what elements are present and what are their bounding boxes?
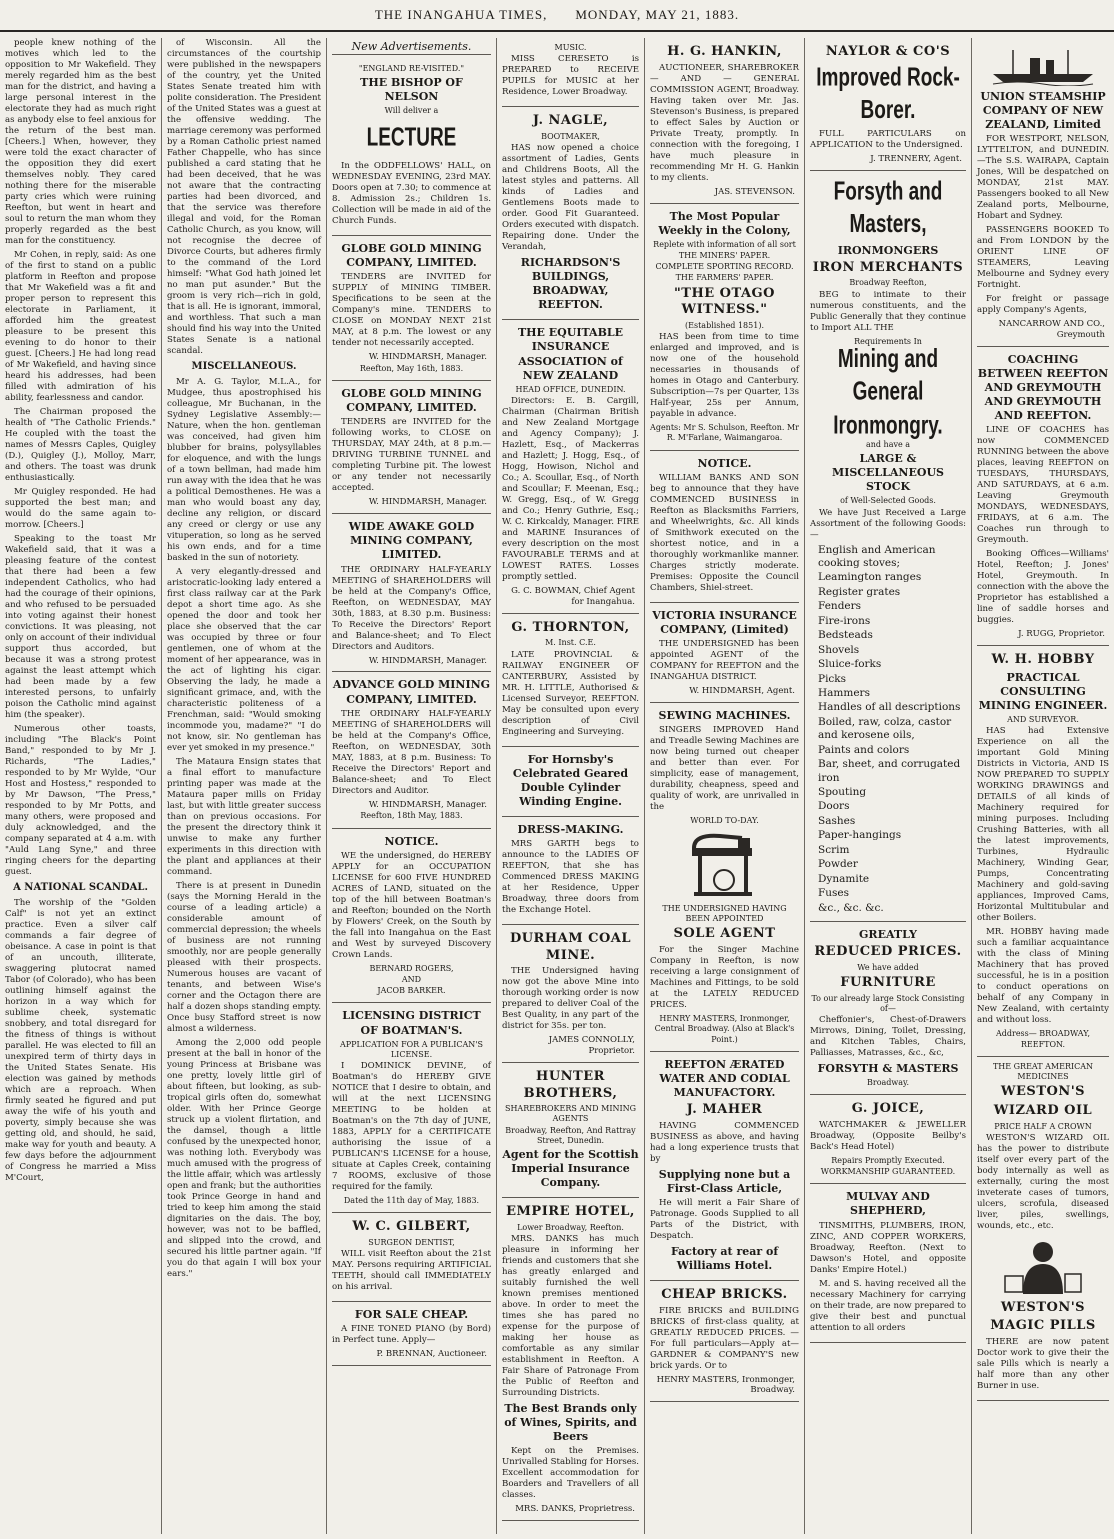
ad-signature: J. TRENNERY, Agent.: [870, 154, 962, 165]
ad-date: Reefton, May 16th, 1883.: [359, 364, 464, 374]
article-paragraph: Mr Cohen, in reply, said: As one of the first to stand on a public platform in Reefton and propose that Mr Wakefield was a fit and proper person to represent this electorate in Parliament, it afforded him the greatest pleasure to be present this evening to do honor to their guest. [Cheers.] He had long read of Mr Wakefield, and having since heard his addresses, had been filled with admiration of his ability, fearlessness and candor.: [5, 250, 156, 403]
goods-item: Fire-irons: [818, 614, 871, 627]
ad-union-steamship: [977, 38, 1109, 347]
ad-body: WILL visit Reefton about the 21st MAY. Persons requiring ARTIFICIAL TEETH, should call IMMEDIATELY on his arrival.: [332, 1249, 491, 1293]
ad-body: PASSENGERS BOOKED To and From LONDON by the ORIENT LINE OF STEAMERS, Leaving Melbourne and Sydney every Fortnight.: [977, 225, 1109, 291]
ad-subtitle: AND SURVEYOR.: [1007, 715, 1079, 725]
goods-item: Sluice-forks: [818, 658, 882, 671]
ad-agent: Agent for the Scottish Imperial Insurance Company.: [502, 1148, 639, 1190]
ad-body: He will merit a Fair Share of Patronage. Goods Supplied to all Parts of the District, with Despatch.: [650, 1197, 799, 1241]
goods-item: Register grates: [818, 585, 901, 598]
ad-publicans-license: [332, 1003, 491, 1213]
article-paragraph: A very elegantly-dressed and aristocratic-looking lady entered a first class railway car at the Park depot a short time ago. As she opened the door and took her place she observed that the car was occupied by three or four gentlemen, one of whom at the moment of her appearance, was in the act of lighting his cigar. Observing the lady, he made a significant grimace, and, with the characteristic politeness of a Frenchman, said: "Would smoking incommode you, madame?" "I do not know, sir. No gentleman has ever yet smoked in my presence.": [167, 566, 321, 753]
ad-line: Repairs Promptly Executed.: [831, 1155, 945, 1165]
ad-signature: W. HINDMARSH, Agent.: [689, 685, 795, 696]
ad-signature: JAMES CONNOLLY, Proprietor.: [548, 1035, 635, 1057]
ad-joice: [810, 1095, 966, 1184]
ad-body: FOR WESTPORT, NELSON, LYTTELTON, and DUNEDIN.—The S.S. WAIRAPA, Captain Jones, Will be despatched on MONDAY, 21st MAY. Passengers booked to all New Zealand ports, Melbourne, Hobart and Sydney.: [977, 134, 1109, 222]
ad-title: CHEAP BRICKS.: [661, 1286, 788, 1302]
ad-title: WIDE AWAKE GOLD MINING COMPANY, LIMITED.: [348, 520, 475, 562]
ad-headline: WIZARD OIL: [993, 1102, 1093, 1118]
ad-title: DRESS-MAKING.: [517, 822, 624, 836]
ad-body: BEG to intimate to their numerous constituents, and the Public Generally that they continue to Import ALL THE: [810, 289, 966, 333]
ad-body: HAS now opened a choice assortment of Ladies, Gents and Childrens Boots, All the latest styles and patterns. All kinds of Ladies and Gentlemens Boots made to order. Good Fit Guaranteed. Orders executed with dispatch. Repairing done. Under the Verandah,: [502, 143, 639, 253]
ad-victoria-insurance: [650, 603, 799, 703]
ad-headline: WESTON'S: [1000, 1299, 1086, 1315]
ad-title: G. THORNTON,: [511, 619, 630, 635]
ad-globe-timber: [332, 236, 491, 381]
new-advertisements-heading: New Advertisements.: [332, 40, 491, 55]
column-6: [805, 38, 972, 1534]
ad-body: Booking Offices—Williams' Hotel, Reefton; J. Jones' Hotel, Greymouth. In connection with the above the Proprietor has established a line of saddle horses and buggies.: [977, 549, 1109, 626]
ad-body: TENDERS are INVITED for SUPPLY of MINING TIMBER. Specifications to be seen at the Company's mine. TENDERS to CLOSE on MONDAY NEXT 21st MAY, at 8 p.m. The lowest or any tender not necessarily accepted.: [332, 272, 491, 349]
ad-subtitle: Broadway Reefton,: [849, 278, 927, 288]
goods-item: English and American cooking stoves;: [818, 543, 936, 569]
ad-title: DURHAM COAL MINE.: [509, 930, 632, 963]
column-1: [0, 38, 162, 1534]
ad-westons-medicines: [977, 1057, 1109, 1401]
ad-body: LATE PROVINCIAL & RAILWAY ENGINEER OF CANTERBURY, Assisted by MR. H. LITTLE, Authorised & Licensed Surveyor, REEFTON. May be consulted upon every description of Civil Engineering and Surveying.: [502, 649, 639, 737]
ad-body: Cheffonier's, Chest-of-Drawers Mirrows, Dining, Toilet, Dressing, and Kitchen Tables, Chairs, Palliasses, Matrasses, &c., &c,: [810, 1014, 966, 1058]
ad-line: We have added: [857, 962, 919, 972]
ad-hunter-brothers: [502, 1063, 639, 1198]
ad-body: TENDERS are INVITED for the following works, to CLOSE on THURSDAY, MAY 24th, at 8 p.m.—DRIVING TURBINE TUNNEL and completing Turbine pit. The lowest or any tender not necessarily accepted.: [332, 417, 491, 494]
ad-lecture: [332, 59, 491, 236]
ad-title: For Hornsby's Celebrated Geared Double Cylinder Winding Engine.: [512, 752, 629, 808]
ad-body: THE ORDINARY HALF-YEARLY MEETING of SHAREHOLDERS will be held at the Company's Office, Reefton, on WEDNESDAY, 30th MAY, 1883, at 8 p.m. Business: To Receive the Directors' Report and Balance-sheet; and To Elect Directors and Auditor.: [332, 708, 491, 796]
ad-title: G. JOICE,: [851, 1101, 925, 1117]
ad-signature: G. C. BOWMAN, Chief Agent for Inangahua.: [511, 585, 635, 607]
ad-cheap-bricks: [650, 1281, 799, 1402]
ad-hornsby: [502, 747, 639, 817]
ad-title: "ENGLAND RE-VISITED.": [358, 64, 465, 74]
ad-body: WESTON'S WIZARD OIL has the power to distribute itself over every part of the body internally as well as externally, curing the most inveterate cases of tumors, ulcers, scrofula, diseased liver, piles, swellings, wounds, etc., etc.: [977, 1132, 1109, 1231]
ad-mulvay-shepherd: [810, 1184, 966, 1342]
ad-line: (Established 1851).: [685, 320, 764, 330]
ad-signature: HENRY MASTERS, Ironmonger, Central Broadway. (Also at Black's Point.): [654, 1014, 795, 1044]
ad-title: COACHING BETWEEN REEFTON AND GREYMOUTH AND GREYMOUTH AND REEFTON.: [977, 352, 1109, 423]
ad-signature: JACOB BARKER.: [377, 986, 446, 996]
ad-title: MUSIC.: [554, 43, 587, 52]
ad-address: Address— BROADWAY, REEFTON.: [995, 1029, 1091, 1049]
ad-signature: W. HINDMARSH, Manager.: [368, 497, 487, 508]
ad-title: THE EQUITABLE INSURANCE ASSOCIATION of NEW ZEALAND: [517, 326, 624, 382]
ad-subtitle: PRACTICAL CONSULTING MINING ENGINEER.: [978, 670, 1108, 713]
ad-otago-witness: [650, 204, 799, 451]
ad-body: For freight or passage apply Company's Agents,: [977, 294, 1109, 316]
ad-title: MULVAY AND SHEPHERD,: [846, 1190, 930, 1218]
ad-reduced-prices: [810, 922, 966, 1095]
goods-item: &c., &c. &c.: [818, 901, 884, 914]
ad-subtitle: HEAD OFFICE, DUNEDIN.: [515, 384, 626, 394]
ad-body: MISS CERESETO is PREPARED to RECEIVE PUPILS for MUSIC at her Residence, Lower Broadway.: [502, 54, 639, 98]
ad-signature: W. HINDMARSH, Manager.: [368, 655, 487, 666]
columns: [0, 38, 1114, 1534]
ad-line: WORKMANSHIP GUARANTEED.: [820, 1167, 956, 1177]
ad-line: THE FARMERS' PAPER.: [675, 273, 774, 283]
ad-body: HAVING COMMENCED BUSINESS as above, and having had a long experience trusts that by: [650, 1120, 799, 1164]
ad-forsyth-masters: [810, 171, 966, 922]
goods-item: Spouting: [818, 786, 867, 798]
ad-title: UNION STEAMSHIP COMPANY OF NEW ZEALAND, Limited: [980, 90, 1106, 132]
article-paragraph: of Wisconsin. All the circumstances of the courtship were published in the newspapers of the country, yet the United States Senate treated him with polite consideration. The President of the United States was a guest at the offensive wedding. The marriage ceremony was performed by a Roman Catholic priest named Father Chappelle, who has since published a card stating that he had been deceived, that he was not aware that the contracting parties had been divorced, and that the service was therefore illegal and void, for the Roman Catholic Church, as you know, will not recognise the decree of Divorce Courts, but adheres firmly to the command of the Lord himself: "What God hath joined let no man put asunder." But the groom is very rich—rich in gold, that is all. He is ignorant, immoral, and worthless. That such a man should find his way into the United States Senate is a national scandal.: [167, 38, 321, 356]
goods-item: Paints and colors: [818, 743, 910, 756]
ad-body: HAS been from time to time enlarged and improved, and is now one of the household necessaries in thousands of homes in Otago and Canterbury. Subscription—7s per Quarter, 13s Half-year, 25s per Annum, payable in advance.: [650, 332, 799, 420]
ad-body: In the ODDFELLOWS' HALL, on WEDNESDAY EVENING, 23rd MAY. Doors open at 7.30; to commence at 8. Admission 2s.; Children 1s. Collection will be made in aid of the Church Funds.: [332, 161, 491, 227]
ad-signature: J. RUGG, Proprietor.: [1018, 629, 1105, 640]
column-3: [327, 38, 497, 1534]
article-paragraph: Numerous other toasts, including "The Black's Point Band," responded to by Mr J. Richards, "The Ladies," responded to by Mr Wylde, "Our Host and Hostess," responded to by Mr Dawson, "The Press," responded to by Mr Potts, and many others, were proposed and duly acknowledged, and the company separated at 4 a.m. with "Auld Lang Syne," and three ringing cheers for the departing guest.: [5, 724, 156, 877]
ad-body: TINSMITHS, PLUMBERS, IRON, ZINC, AND COPPER WORKERS, Broadway, Reefton. (Next to Dawson's Hotel, and opposite Danks' Empire Hotel.): [810, 1220, 966, 1275]
ad-headline: MAGIC PILLS: [990, 1318, 1096, 1334]
ad-thornton: [502, 614, 639, 747]
ad-footer: RICHARDSON'S BUILDINGS, BROADWAY, REEFTON.: [520, 256, 621, 312]
article-paragraph: Mr A. G. Taylor, M.L.A., for Mudgee, thus apostrophised his colleague, Mr Buchanan, in the Sydney Legislative Assembly:—Nature, when the hon. gentleman was conceived, had given him blubber for brains, polysyllables for eloquence, and with the lungs of a town bellman, had made him run away with the idea that he was a political Demosthenes. He was a man who would boast any day, decline any religion, or discard any creed or clergy or use any vituperation, so long as he served his own ends, and for a time basked in the sun of notoriety.: [167, 376, 321, 563]
section-heading: MISCELLANEOUS.: [191, 361, 297, 372]
ad-title: LICENSING DISTRICT OF BOATMAN'S.: [342, 1009, 481, 1037]
ad-signature: W. HINDMARSH, Manager.: [368, 352, 487, 363]
ad-nagle: [502, 107, 639, 320]
ad-aerated-water: [650, 1052, 799, 1281]
ad-signature: MRS. DANKS, Proprietress.: [515, 1504, 635, 1515]
ad-subtitle: SHAREBROKERS AND MINING AGENTS: [504, 1104, 637, 1124]
masthead-date: MONDAY, MAY 21, 1883.: [575, 7, 740, 22]
ad-signature: FORSYTH & MASTERS: [817, 1061, 959, 1075]
goods-item: Bar, sheet, and corrugated iron: [818, 758, 961, 784]
goods-item: Sashes: [818, 814, 856, 827]
ad-body: M. and S. having received all the necessary Machinery for carrying on their trade, are now prepared to give their best and punctual attention to all orders: [810, 1278, 966, 1333]
ad-piano: [332, 1302, 491, 1366]
ad-signature: HENRY MASTERS, Ironmonger, Broadway.: [656, 1374, 795, 1396]
ad-body: AUCTIONEER, SHAREBROKER — AND — GENERAL COMMISSION AGENT, Broadway. Having taken over Mr. Jas. Stevenson's Business, is prepared to effect Sales by Auction or Private Treaty, promptly. In connection with the foregoing, I have much pleasure in recommending Mr H. G. Hankin to my clients.: [650, 62, 799, 183]
ad-signature: W. HINDMARSH, Manager.: [368, 799, 487, 810]
goods-item: Hammers: [818, 686, 870, 699]
ad-coaching: [977, 347, 1109, 646]
ad-durham-coal: [502, 925, 639, 1063]
ad-body: Kept on the Premises. Unrivalled Stabling for Horses. Excellent accommodation for Boarders and Travellers of all classes.: [502, 1446, 639, 1501]
ad-footer: Factory at rear of Williams Hotel.: [670, 1244, 779, 1272]
article-paragraph: Speaking to the toast Mr Wakefield said, that it was a pleasing feature of the contest that there had been a few independent Catholics, who had had the courage of their opinions, and who refused to be persuaded into voting against their honest convictions. It was pleasing, not only on account of their individual support thus accorded, but because it was a strong protest against the least attempt which had been made by a few interested persons, to unfairly poison the Catholic mind against him (the speaker).: [5, 534, 156, 720]
ad-headline: "THE OTAGO WITNESS.": [674, 285, 775, 318]
ad-body: I DOMINICK DEVINE, of Boatman's do HEREBY GIVE NOTICE that I desire to obtain, and will at the next LICENSING MEETING to be holden at Boatman's on the 7th day of JUNE, 1883, APPLY for a CERTIFICATE authorising the issue of a PUBLICAN'S LICENSE for a house, situate at Caples Creek, containing 7 ROOMS, exclusive of those required for the family.: [332, 1061, 491, 1193]
ad-body: For the Singer Machine Company in Reefton, is now receiving a large consignment of Machines and Fittings, to be sold at the LATELY REDUCED PRICES.: [650, 945, 799, 1011]
ad-headline: REDUCED PRICES.: [814, 944, 962, 960]
ad-title: J. NAGLE,: [532, 113, 609, 129]
ad-headline: Supplying none but a First-Class Article,: [658, 1167, 791, 1195]
ad-title: W. H. HOBBY: [991, 652, 1095, 668]
ad-headline: Forsyth and Masters,: [833, 177, 943, 240]
ad-body: FIRE BRICKS and BUILDING BRICKS of first-class quality, at GREATLY REDUCED PRICES. —For full particulars—Apply at— GARDNER & COMPANY'S new brick yards. Or to: [650, 1305, 799, 1371]
ad-wide-awake: [332, 514, 491, 672]
ad-body: SINGERS IMPROVED Hand and Treadle Sewing Machines are now being turned out cheaper and better than ever. For simplicity, ease of management, durability, cheapness, speed and quality of work, are unrivalled in the: [650, 724, 799, 812]
ad-equitable-insurance: [502, 320, 639, 613]
ad-dress-making: [502, 817, 639, 925]
ad-title: HUNTER BROTHERS,: [523, 1068, 618, 1101]
goods-item: Fuses: [818, 887, 850, 900]
ad-headline: Mining and General Ironmongry.: [833, 345, 943, 440]
ad-signature: JAS. STEVENSON.: [714, 186, 795, 197]
ad-line: THE UNDERSIGNED HAVING BEEN APPOINTED: [662, 903, 787, 924]
goods-item: Paper-hangings: [818, 829, 902, 842]
ad-line: and have a: [865, 439, 911, 449]
article-paragraph: Among the 2,000 odd people present at the ball in honor of the young Princess at Brisbane was one pretty, lovely little girl of about fifteen, but looking, as sub-tropical girls often do, somewhat older. With her Prince George struck up a violent flirtation, and the damsel, though a little confused by the unexpected honor, was nothing loth. Everybody was much amused with the progress of the little affair, which was artlessly open and frank; but the authorities took Prince George in hand and tried to keep him among the staid dignitaries on the dais. The boy, however, was not to be baffled, and slipped into the crowd, and secured his little partner again. "If you do that again I will box your ears.": [167, 1037, 321, 1279]
ad-price: PRICE HALF A CROWN: [994, 1121, 1092, 1131]
ad-line: of Well-Selected Goods.: [840, 496, 936, 506]
ad-empire-hotel: [502, 1198, 639, 1521]
goods-item: Leamington ranges: [818, 571, 922, 584]
article-paragraph: The Chairman proposed the health of "The Catholic Friends." He coupled with the toast the names of Messrs Caples, Quigley (D.), Quigley (J.), Molloy, Marr, and others. The toast was drunk enthusiastically.: [5, 407, 156, 483]
goods-item: Fenders: [818, 600, 862, 613]
section-heading: A NATIONAL SCANDAL.: [13, 882, 148, 893]
ad-line: THE MINERS' PAPER.: [678, 250, 771, 260]
ad-body: WILLIAM BANKS AND SON beg to announce that they have COMMENCED BUSINESS in Reefton as Blacksmiths Farriers, and Wheelwrights, &c. All kinds of Smithwork executed on the shortest notice, and in a thoroughly workmanlike manner. Charges strictly moderate. Premises: Opposite the Council Chambers, Shiel-street.: [650, 472, 799, 593]
ad-agents: Agents: Mr S. Schulson, Reefton. Mr R. M'Farlane, Waimangaroa.: [650, 423, 799, 443]
ad-subtitle: APPLICATION FOR A PUBLICAN'S LICENSE.: [340, 1039, 483, 1059]
ad-line: LARGE & MISCELLANEOUS STOCK: [832, 452, 944, 494]
ad-music: [502, 38, 639, 107]
ad-signature: AND: [401, 975, 422, 984]
ad-highlight: The Best Brands only of Wines, Spirits, and Beers: [504, 1402, 637, 1444]
ad-occupation-license: [332, 829, 491, 1004]
goods-item: Shovels: [818, 643, 860, 656]
goods-item: Scrim: [818, 843, 850, 856]
ad-headline: WESTON'S: [1000, 1084, 1086, 1100]
ad-signature: NANCARROW AND CO., Greymouth: [998, 319, 1105, 341]
ad-hobby-engineer: [977, 646, 1109, 1057]
ad-subtitle: M. Inst. C.E.: [545, 638, 596, 648]
goods-item: Dynamite: [818, 872, 870, 885]
ad-title: GLOBE GOLD MINING COMPANY, LIMITED.: [341, 387, 482, 415]
ad-title: ADVANCE GOLD MINING COMPANY, LIMITED.: [332, 678, 491, 706]
goods-item: Boiled, raw, colza, castor and kerosene oils,: [818, 715, 952, 742]
ad-headline: SOLE AGENT: [673, 926, 776, 942]
sewing-machine-illustration: [650, 830, 799, 900]
ad-title: NAYLOR & CO'S: [825, 44, 951, 59]
ad-line: Will deliver a: [384, 106, 439, 116]
ad-line: Requirements In: [854, 336, 922, 346]
ad-title: W. C. GILBERT,: [352, 1219, 471, 1235]
masthead-paper-name: THE INANGAHUA TIMES,: [374, 7, 548, 22]
ad-line: To our already large Stock Consisting of—: [811, 993, 965, 1013]
ad-body: Directors: E. B. Cargill, Chairman (Chairman British and New Zealand Mortgage and Agency Company); J. Hazlett, Esq., of Mackerras and Hazlett; J. Hogg, Esq., of Hogg, Howison, Nichol and Co.; A. Scoullar, Esq., of North and Scoullar; F. Meenan, Esq.; W. Gregg, Esq., of W. Gregg and Co.; Henry Guthrie, Esq.; W. C. Kirkcaldy, Manager. FIRE and MARINE Insurances of every description on the most FAVOURABLE TERMS and at LOWEST RATES. Losses promptly settled.: [502, 395, 639, 582]
ad-subtitle: Lower Broadway, Reefton.: [517, 1223, 624, 1232]
ad-headline: LECTURE: [366, 123, 457, 153]
ad-body: THE Undersigned having now got the above Mine into thorough working order is now prepared to deliver Coal of the Best Quality, in any part of the district for 35s. per ton.: [502, 966, 639, 1032]
ad-headline: FURNITURE: [840, 974, 936, 990]
ad-signature: P. BRENNAN, Auctioneer.: [376, 1349, 487, 1360]
goods-item: Handles of all descriptions: [818, 701, 961, 714]
article-paragraph: people knew nothing of the motives which led to the opposition to Mr Wakefield. They merely regarded him as the best man for the district, and having a large personal interest in the electorate they had as much right as anybody else to feel anxious for the return of the best man. [Cheers.] When, however, they were told the exact character of the opposition they did exert themselves nobly. They cared nothing there for the miserable party cries which were ruining Reefton, but went in heart and soul to return the man whom they properly regarded as the best man for the constituency.: [5, 38, 156, 246]
ad-body: MRS GARTH begs to announce to the LADIES OF REEFTON, that she has Commenced DRESS MAKING at her Residence, Upper Broadway, three doors from the Exchange Hotel.: [502, 838, 639, 915]
ad-body: HAS had Extensive Experience on all the important Gold Mining Districts in Victoria, AND IS NOW PREPARED TO SUPPLY WORKING DRAWINGS and DETAILS of all kinds of Machinery required for mining purposes. Including Crushing Batteries, with all the latest improvements, Turbines, Hydraulic Machinery, Winding Gear, Pumps, Concentrating Machinery and gold-saving appliances, Improved Cams, Horizontal Multitubular and other Boilers.: [977, 726, 1109, 924]
column-2: [162, 38, 327, 1534]
column-5: [645, 38, 805, 1534]
ad-date: Dated the 11th day of May, 1883.: [343, 1196, 480, 1206]
ad-line: THE BISHOP OF NELSON: [360, 76, 463, 104]
goods-item: Doors: [818, 800, 850, 813]
ad-title: GREATLY: [859, 927, 917, 941]
article-paragraph: There is at present in Dunedin (says the Morning Herald in the course of a leading article) a considerable amount of commercial depression; the wheels of business are not running smoothly, nor are people generally pleased with their prospects. Numerous houses are vacant of tenants, and between Wise's corner and the Octagon there are half a dozen shops standing empty. Once busy Stafford street is now almost a wilderness.: [167, 880, 321, 1034]
ad-line: Replete with information of all sort: [653, 239, 796, 249]
ad-dentist: [332, 1213, 491, 1302]
article-paragraph: The worship of the "Golden Calf" is not yet an extinct practice. Even a silver calf commands a fair degree of obeisance. A case in point is that of an uncouth, illiterate, swaggering plutocrat named Tabor (of Colorado), who has been outlining himself against the horizon in a way which for sublime cheek, systematic snobbery, and total disregard for the fitness of things is without parallel. He was elected to fill an unexpired term of thirty days in the United States Senate. His election was gained by methods which are a reproach. When firmly seated he figured and put away the wife of his youth and poverty, simply because she was getting old, and should, he said, make way for youth and beauty. A few days before the adjournment of Congress he married a Miss M'Court,: [5, 897, 156, 1183]
ad-signature: Broadway.: [866, 1078, 910, 1088]
ad-title: H. G. HANKIN,: [667, 44, 782, 59]
ad-line: WORLD TO-DAY.: [690, 815, 759, 825]
ad-body: We have Just Received a Large Assortment of the following Goods:—: [810, 507, 966, 540]
ad-body: A FINE TONED PIANO (by Bord) in Perfect tune. Apply—: [332, 1324, 491, 1346]
ad-body: WATCHMAKER & JEWELLER Broadway, (Opposite Beilby's Back's Head Hotel): [810, 1119, 966, 1152]
ad-naylor: [810, 38, 966, 171]
ad-title: THE GREAT AMERICAN MEDICINES: [992, 1061, 1094, 1082]
ad-title: GLOBE GOLD MINING COMPANY, LIMITED.: [341, 242, 482, 270]
ad-hankin: [650, 38, 799, 204]
ad-date: Reefton, 18th May, 1883.: [360, 811, 463, 821]
ad-body: THE ORDINARY HALF-YEARLY MEETING of SHAREHOLDERS will be held at the Company's Office, Reefton, on WEDNESDAY, MAY 30th, 1883, at 8.30 p.m. Business: To Receive the Directors' Report and Balance-sheet; and To Elect Directors and Auditors.: [332, 564, 491, 652]
ad-subtitle: BOOTMAKER,: [541, 131, 600, 141]
ad-title: EMPIRE HOTEL,: [506, 1204, 635, 1220]
steamship-illustration: [977, 46, 1109, 86]
goods-list: [810, 544, 966, 915]
ad-body: LINE OF COACHES has now COMMENCED RUNNING between the above places, leaving REEFTON on TUESDAYS, THURSDAYS, AND SATURDAYS, at 6 a.m. Leaving Greymouth MONDAYS, WEDNESDAYS, FRIDAYS, at 6 a.m. The Coaches run through to Greymouth.: [977, 425, 1109, 546]
article-paragraph: Mr Quigley responded. He had supported the best man; and would do the same again to-morrow. [Cheers.]: [5, 487, 156, 530]
ad-body: Broadway, Reefton, And Rattray Street, Dunedin.: [505, 1125, 636, 1145]
ad-title: REEFTON ÆRATED WATER AND CODIAL MANUFACTORY.: [659, 1057, 790, 1099]
column-4: [497, 38, 645, 1534]
article-paragraph: The Mataura Ensign states that a final effort to manufacture printing paper was made at the Mataura paper mills on Friday last, but with little greater success than on previous occasions. For the present the directory think it unwise to make any further experiments in this direction with the plant and appliances at their command.: [167, 756, 321, 877]
ad-title: SEWING MACHINES.: [658, 708, 791, 722]
ad-headline: IRON MERCHANTS: [812, 259, 964, 275]
ad-body: FULL PARTICULARS on APPLICATION to the Undersigned.: [810, 129, 966, 151]
goods-item: Powder: [818, 858, 858, 871]
ad-subtitle: SURGEON DENTIST,: [368, 1237, 455, 1247]
ad-subtitle: J. MAHER: [686, 1102, 763, 1117]
ad-title: NOTICE.: [697, 456, 752, 470]
ad-line: COMPLETE SPORTING RECORD.: [655, 262, 794, 272]
column-7: [972, 38, 1114, 1534]
ad-body: THERE are now patent Doctor work to give their the sale Pills which is nearly a half more than any other Burner in use.: [977, 1337, 1109, 1392]
ad-advance: [332, 672, 491, 828]
ad-body: MRS. DANKS has much pleasure in informing her friends and customers that she has greatly enlarged and suitably furnished the well known premises mentioned above. In order to meet the times she has pared no expense for the purpose of making her house as comfortable as any similar establishment in Reefton. A Fair Share of Patronage From the Public of Reefton and Surrounding Districts.: [502, 1234, 639, 1399]
ad-sewing-machines: [650, 703, 799, 1052]
doctor-illustration: [977, 1236, 1109, 1296]
ad-headline: Improved Rock-Borer.: [816, 63, 960, 125]
ad-subtitle: IRONMONGERS: [837, 243, 939, 257]
goods-item: Bedsteads: [818, 629, 873, 642]
ad-title: FOR SALE CHEAP.: [354, 1308, 469, 1322]
ad-body: WE the undersigned, do HEREBY APPLY for an OCCUPATION LICENSE for 600 FIVE HUNDRED ACRES of LAND, situated on the top of the hill between Boatman's and Reefton; bounded on the North by Flowers' Creek, on the South by the fall into Inangahua on the East and West by surveyed Discovery Crown Lands.: [332, 850, 491, 960]
ad-body: MR. HOBBY having made such a familiar acquaintance with the class of Mining Machinery that has proved successful, he is in a position to conduct operations on behalf of any Company in New Zealand, with certainty and without loss.: [977, 927, 1109, 1026]
ad-signature: BERNARD ROGERS,: [369, 963, 454, 973]
ad-title: VICTORIA INSURANCE COMPANY, (Limited): [652, 608, 797, 636]
ad-body: THE UNDERSIGNED has been appointed AGENT of the COMPANY for REEFTON and the INANGAHUA DISTRICT.: [650, 638, 799, 682]
masthead: [0, 0, 1114, 32]
ad-title: NOTICE.: [384, 834, 439, 848]
goods-item: Picks: [818, 672, 847, 685]
ad-title: The Most Popular Weekly in the Colony,: [658, 209, 791, 237]
ad-banks-notice: [650, 451, 799, 603]
ad-globe-tunnel: [332, 381, 491, 514]
